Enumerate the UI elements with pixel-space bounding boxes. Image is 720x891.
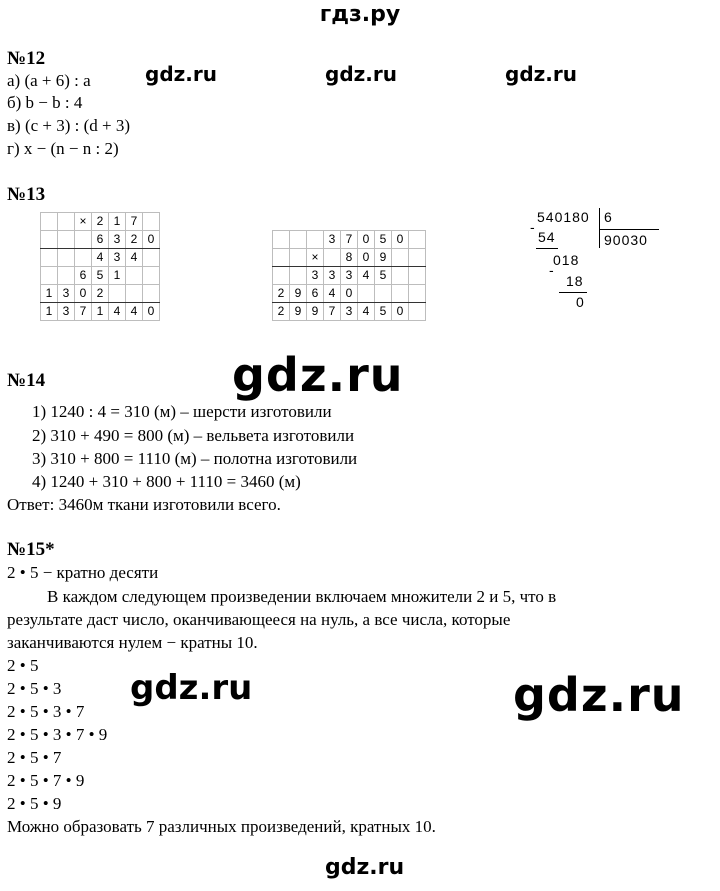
watermark: gdz.ru xyxy=(232,348,404,402)
grid-row xyxy=(273,303,426,321)
watermark: gdz.ru xyxy=(130,668,253,708)
grid-cell: 6 xyxy=(92,231,109,249)
grid-cell: 9 xyxy=(375,249,392,267)
minus-sign: - xyxy=(530,219,536,235)
grid-cell: 4 xyxy=(92,249,109,267)
grid-cell: 2 xyxy=(273,285,290,303)
grid-cell: 0 xyxy=(143,303,160,321)
grid-cell: 9 xyxy=(307,303,324,321)
grid-cell: 4 xyxy=(126,249,143,267)
task14-line: 2) 310 + 490 = 800 (м) – вельвета изготовили xyxy=(32,426,355,445)
grid-cell: 2 xyxy=(126,231,143,249)
grid-cell xyxy=(58,249,75,267)
grid-cell: 1 xyxy=(109,267,126,285)
grid-cell xyxy=(409,303,426,321)
watermark: gdz.ru xyxy=(513,668,685,722)
product-line: 2 • 5 • 7 xyxy=(7,748,62,767)
grid-cell xyxy=(41,213,58,231)
grid-cell xyxy=(358,285,375,303)
task15-paragraph: В каждом следующем произведении включаем множители 2 и 5, что в xyxy=(47,587,557,606)
grid-cell xyxy=(75,249,92,267)
grid-cell: 0 xyxy=(143,231,160,249)
grid-cell: 3 xyxy=(324,267,341,285)
grid-cell xyxy=(307,231,324,249)
grid-cell: 7 xyxy=(75,303,92,321)
grid-cell: 4 xyxy=(324,285,341,303)
product-line: 2 • 5 • 3 • 7 • 9 xyxy=(7,725,108,744)
grid-cell: 1 xyxy=(41,285,58,303)
grid-cell xyxy=(273,231,290,249)
grid-cell xyxy=(290,267,307,285)
grid-cell xyxy=(109,285,126,303)
product-line: 2 • 5 xyxy=(7,656,39,675)
grid-row xyxy=(273,267,426,285)
grid-cell: 2 xyxy=(273,303,290,321)
grid-row xyxy=(41,213,160,231)
dividend: 540180 xyxy=(537,209,590,225)
grid-cell: 7 xyxy=(324,303,341,321)
task12-line: в) (c + 3) : (d + 3) xyxy=(7,116,131,135)
grid-cell: 5 xyxy=(92,267,109,285)
task15-paragraph: результате даст число, оканчивающееся на нуль, а все числа, которые xyxy=(7,610,511,629)
task12-line: г) x − (n − n : 2) xyxy=(7,139,119,158)
task14-line: 4) 1240 + 310 + 800 + 1110 = 3460 (м) xyxy=(32,472,301,491)
grid-cell xyxy=(375,285,392,303)
grid-cell xyxy=(143,285,160,303)
grid-cell: 3 xyxy=(109,231,126,249)
grid-cell: 9 xyxy=(290,285,307,303)
grid-cell: 0 xyxy=(341,285,358,303)
grid-cell: 0 xyxy=(392,303,409,321)
grid-row xyxy=(41,249,160,267)
grid-cell xyxy=(392,285,409,303)
grid-cell xyxy=(143,249,160,267)
grid-cell: 4 xyxy=(358,303,375,321)
grid-cell xyxy=(41,249,58,267)
minus-sign: - xyxy=(549,262,555,278)
multiplication-grid-1 xyxy=(40,212,160,321)
quotient: 90030 xyxy=(604,232,648,248)
grid-row xyxy=(41,285,160,303)
grid-row xyxy=(273,249,426,267)
grid-cell xyxy=(41,267,58,285)
grid-cell xyxy=(392,249,409,267)
product-line: 2 • 5 • 3 • 7 xyxy=(7,702,85,721)
grid-cell xyxy=(409,285,426,303)
grid-cell: 2 xyxy=(92,285,109,303)
task14-line: 1) 1240 : 4 = 310 (м) – шерсти изготовили xyxy=(32,402,332,421)
grid-cell: 3 xyxy=(58,285,75,303)
grid-cell: 7 xyxy=(126,213,143,231)
divisor: 6 xyxy=(604,209,613,225)
grid-cell: 4 xyxy=(358,267,375,285)
grid-cell: 3 xyxy=(58,303,75,321)
grid-cell: 3 xyxy=(324,231,341,249)
watermark: gdz.ru xyxy=(145,62,217,86)
grid-cell: 1 xyxy=(41,303,58,321)
watermark: gdz.ru xyxy=(325,855,405,880)
grid-cell xyxy=(75,231,92,249)
grid-cell: 3 xyxy=(307,267,324,285)
grid-cell: 3 xyxy=(341,303,358,321)
grid-cell: 0 xyxy=(392,231,409,249)
grid-cell: 5 xyxy=(375,231,392,249)
grid-cell: 1 xyxy=(109,213,126,231)
grid-cell xyxy=(290,231,307,249)
task14-line: 3) 310 + 800 = 1110 (м) – полотна изготовили xyxy=(32,449,358,468)
grid-cell xyxy=(143,267,160,285)
grid-cell: 3 xyxy=(341,267,358,285)
task12-line: а) (a + 6) : a xyxy=(7,71,91,90)
grid-cell xyxy=(41,231,58,249)
grid-row xyxy=(273,231,426,249)
grid-cell: 6 xyxy=(307,285,324,303)
task12-header: №12 xyxy=(7,48,46,69)
grid-cell xyxy=(58,267,75,285)
grid-cell: × xyxy=(307,249,324,267)
subtrahend-1: 54 xyxy=(538,229,556,245)
grid-cell: 4 xyxy=(126,303,143,321)
grid-cell: 0 xyxy=(75,285,92,303)
task15-paragraph: заканчиваются нулем − кратны 10. xyxy=(7,633,258,652)
grid-cell: 9 xyxy=(290,303,307,321)
subtrahend-2: 18 xyxy=(566,273,584,289)
grid-cell: 5 xyxy=(375,267,392,285)
grid-cell xyxy=(324,249,341,267)
task14-answer: Ответ: 3460м ткани изготовили всего. xyxy=(7,495,281,514)
watermark: gdz.ru xyxy=(505,62,577,86)
task15-conclusion: Можно образовать 7 различных произведений, кратных 10. xyxy=(7,817,436,836)
task13-header: №13 xyxy=(7,184,46,205)
grid-cell xyxy=(58,231,75,249)
grid-cell xyxy=(126,285,143,303)
product-line: 2 • 5 • 3 xyxy=(7,679,62,698)
grid-cell xyxy=(409,249,426,267)
grid-cell xyxy=(290,249,307,267)
grid-cell: 4 xyxy=(109,303,126,321)
grid-cell: × xyxy=(75,213,92,231)
grid-row xyxy=(273,285,426,303)
grid-cell: 2 xyxy=(92,213,109,231)
grid-row xyxy=(41,303,160,321)
division-result: 0 xyxy=(576,294,585,310)
task15-header: №15* xyxy=(7,539,55,560)
grid-cell xyxy=(273,267,290,285)
grid-cell: 0 xyxy=(358,249,375,267)
grid-row xyxy=(41,267,160,285)
grid-cell: 3 xyxy=(109,249,126,267)
grid-cell xyxy=(409,267,426,285)
grid-cell: 8 xyxy=(341,249,358,267)
product-line: 2 • 5 • 7 • 9 xyxy=(7,771,85,790)
multiplication-grid-2 xyxy=(272,230,426,321)
grid-cell xyxy=(392,267,409,285)
product-line: 2 • 5 • 9 xyxy=(7,794,62,813)
grid-cell xyxy=(143,213,160,231)
grid-cell: 5 xyxy=(375,303,392,321)
watermark: gdz.ru xyxy=(325,62,397,86)
remainder-1: 018 xyxy=(553,252,580,268)
grid-cell: 6 xyxy=(75,267,92,285)
grid-row xyxy=(41,231,160,249)
site-title: гдз.ру xyxy=(319,2,401,27)
grid-cell: 1 xyxy=(92,303,109,321)
task14-header: №14 xyxy=(7,370,46,391)
task15-intro: 2 • 5 − кратно десяти xyxy=(7,563,159,582)
grid-cell xyxy=(409,231,426,249)
grid-cell xyxy=(58,213,75,231)
task12-line: б) b − b : 4 xyxy=(7,93,83,112)
grid-cell: 0 xyxy=(358,231,375,249)
grid-cell xyxy=(273,249,290,267)
grid-cell xyxy=(126,267,143,285)
grid-cell: 7 xyxy=(341,231,358,249)
